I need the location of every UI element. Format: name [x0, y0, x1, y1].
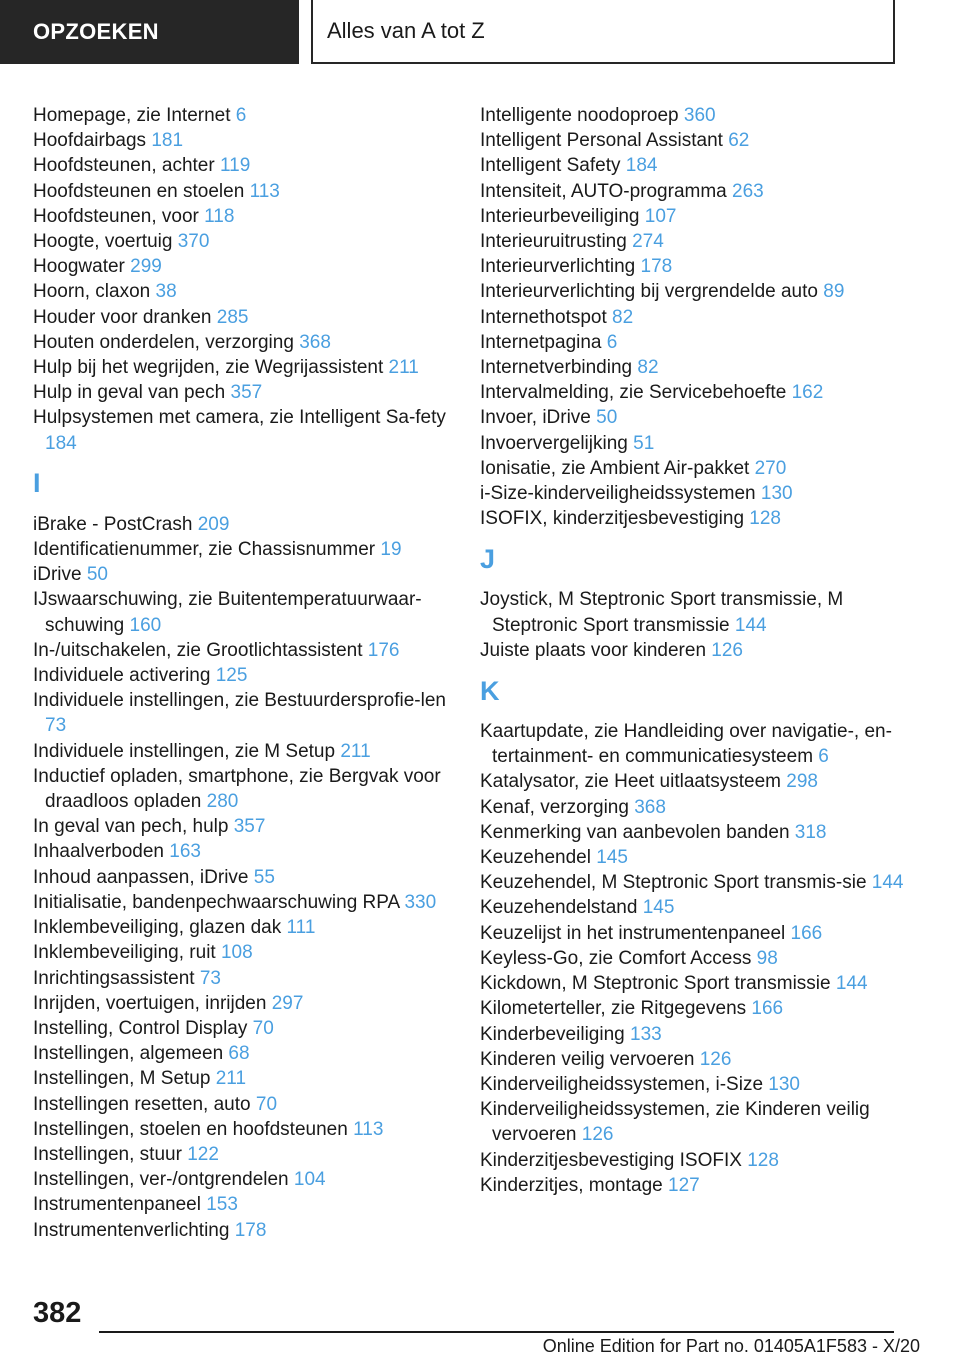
index-page-link[interactable]: 89: [823, 281, 845, 303]
index-page-link[interactable]: 108: [220, 942, 253, 964]
index-page-link[interactable]: 6: [606, 331, 618, 353]
index-entry-text: In geval van pech, hulp: [33, 816, 229, 838]
index-page-link[interactable]: 62: [728, 130, 750, 152]
index-entry: [33, 865, 453, 890]
index-page-link[interactable]: 211: [388, 357, 419, 379]
index-page-link[interactable]: 298: [786, 771, 818, 793]
index-entry: [33, 1092, 453, 1117]
index-page-link[interactable]: 160: [129, 614, 162, 636]
index-entry-text: Instellingen, ver-/ontgrendelen: [33, 1169, 289, 1191]
index-entry-text: Kickdown, M Steptronic Sport transmissie: [480, 973, 831, 995]
index-column-right: [480, 103, 920, 1198]
index-page-link[interactable]: 82: [612, 306, 634, 328]
index-entry-text: Initialisatie, bandenpechwaarschuwing RPA: [33, 891, 400, 913]
index-entry: [33, 1016, 453, 1041]
index-entry-text: In-/uitschakelen, zie Grootlichtassistent: [33, 639, 363, 661]
index-entry-text: Keyless-Go, zie Comfort Access: [480, 947, 752, 969]
index-entry: [33, 739, 453, 764]
footer-divider: [99, 1331, 894, 1333]
section-header: [0, 0, 299, 64]
index-entry: [480, 431, 920, 456]
index-entry-text: Keuzehendel: [480, 847, 591, 869]
chapter-header: [311, 0, 895, 64]
index-entry-text: Interieurbeveiliging: [480, 205, 640, 227]
index-entry-text: Inhaalverboden: [33, 841, 164, 863]
index-page-link[interactable]: 211: [215, 1068, 247, 1090]
index-page-link[interactable]: 51: [633, 432, 655, 454]
index-entry-text: Juiste plaats voor kinderen: [480, 639, 707, 661]
index-page-link[interactable]: 98: [756, 947, 778, 969]
index-entry: [33, 405, 453, 455]
index-entry-text: i-Size-kinderveiligheidssystemen: [480, 483, 756, 505]
index-entry-text: Interieurverlichting: [480, 256, 636, 278]
index-page-link[interactable]: 178: [234, 1219, 267, 1241]
index-entry-text: iBrake - PostCrash: [33, 513, 193, 535]
index-page-link[interactable]: 357: [230, 382, 263, 404]
index-entry: [33, 890, 453, 915]
index-entry: [33, 1117, 453, 1142]
index-entry-text: Hoofdsteunen, achter: [33, 155, 215, 177]
index-page-link[interactable]: 263: [732, 180, 764, 202]
index-page-link[interactable]: 144: [871, 872, 904, 894]
index-entry: [33, 814, 453, 839]
index-entry: [480, 996, 920, 1021]
index-page-link[interactable]: 285: [216, 306, 249, 328]
index-page-link[interactable]: 178: [640, 256, 673, 278]
index-entry-text: Individuele instellingen, zie Bestuurdersprofie-len: [33, 690, 446, 712]
index-entry-text: Inklembeveiliging, glazen dak: [33, 917, 282, 939]
index-entry: [480, 1072, 920, 1097]
index-entry: [480, 179, 920, 204]
index-entry: [33, 1167, 453, 1192]
index-entry-text: Internethotspot: [480, 306, 607, 328]
index-entry: [33, 254, 453, 279]
index-entry: [480, 1148, 920, 1173]
index-page-link[interactable]: 73: [199, 967, 221, 989]
index-page-link[interactable]: 126: [711, 639, 743, 661]
index-entry: [33, 940, 453, 965]
index-page-link[interactable]: 166: [751, 998, 784, 1020]
index-page-link[interactable]: 111: [286, 917, 316, 939]
index-page-link[interactable]: 107: [644, 205, 677, 227]
index-entry-text: Kinderveiligheidssystemen, i-Size: [480, 1073, 764, 1095]
index-entry: [33, 839, 453, 864]
index-entry: [33, 663, 453, 688]
index-entry-text: Instellingen, stuur: [33, 1143, 182, 1165]
index-entry: [480, 153, 920, 178]
index-page-link[interactable]: 370: [177, 231, 210, 253]
index-entry: [33, 279, 453, 304]
index-letter-heading: J: [480, 543, 496, 574]
index-entry: [480, 254, 920, 279]
page-number: 382: [33, 1297, 82, 1329]
index-entry: [480, 405, 920, 430]
index-page-link[interactable]: 176: [367, 639, 400, 661]
index-entry-text: Inhoud aanpassen, iDrive: [33, 866, 249, 888]
index-entry-text: IJswaarschuwing, zie Buitentemperatuurwaar-schuwing: [33, 589, 422, 636]
index-entry-text: Joystick, M Steptronic Sport transmissie, M Steptronic Sport transmissie: [480, 589, 844, 636]
index-entry-text: Interieuruitrusting: [480, 231, 627, 253]
index-page-link[interactable]: 126: [699, 1048, 732, 1070]
index-entry-text: Individuele activering: [33, 665, 211, 687]
index-page-link[interactable]: 70: [252, 1017, 274, 1039]
index-page-link[interactable]: 299: [130, 256, 162, 278]
index-entry-text: Keuzehendelstand: [480, 897, 638, 919]
index-entry-text: Intelligente noodoproep: [480, 105, 679, 126]
index-entry-text: Homepage, zie Internet: [33, 105, 231, 126]
index-entry-text: Kilometerteller, zie Ritgegevens: [480, 998, 747, 1020]
index-page-link[interactable]: 166: [790, 922, 823, 944]
index-page-link[interactable]: 163: [169, 841, 201, 863]
index-entry: [480, 971, 920, 996]
chapter-title: Alles van A tot Z: [327, 18, 485, 43]
index-page-link[interactable]: 127: [668, 1174, 700, 1196]
index-entry: [33, 103, 453, 128]
index-page-link[interactable]: 270: [754, 457, 787, 479]
index-entry-text: Instrumentenverlichting: [33, 1219, 230, 1241]
index-entry: [33, 587, 453, 637]
index-page-link[interactable]: 145: [642, 897, 675, 919]
index-entry-text: Instelling, Control Display: [33, 1017, 248, 1039]
index-page-link[interactable]: 122: [187, 1143, 219, 1165]
index-entry: [33, 1192, 453, 1217]
index-page-link[interactable]: 297: [271, 992, 304, 1014]
index-entry-text: Internetverbinding: [480, 357, 633, 379]
index-entry-text: Kinderzitjes, montage: [480, 1174, 663, 1196]
index-entry-text: Keuzehendel, M Steptronic Sport transmis-sie: [480, 872, 867, 894]
index-entry: [33, 204, 453, 229]
index-entry-text: iDrive: [33, 564, 82, 586]
index-entry-text: Hoofdairbags: [33, 130, 147, 152]
index-letter-heading: I: [33, 468, 41, 499]
index-entry: [33, 915, 453, 940]
index-entry: [480, 845, 920, 870]
index-entry-text: Houten onderdelen, verzorging: [33, 331, 294, 353]
index-page-link[interactable]: 125: [215, 665, 248, 687]
index-entry: [480, 380, 920, 405]
section-title: OPZOEKEN: [33, 19, 159, 44]
index-entry: [480, 1047, 920, 1072]
index-entry-text: Identificatienummer, zie Chassisnummer: [33, 539, 376, 561]
index-page-link[interactable]: 144: [835, 973, 868, 995]
index-entry: [33, 1041, 453, 1066]
index-entry: [480, 870, 920, 895]
index-entry: [33, 1066, 453, 1091]
index-page-link[interactable]: 145: [596, 847, 628, 869]
index-entry: [480, 1173, 920, 1198]
index-entry-text: Hoofdsteunen en stoelen: [33, 180, 245, 202]
index-page-link[interactable]: 184: [45, 432, 77, 454]
index-entry-text: Intensiteit, AUTO-programma: [480, 180, 727, 202]
index-entry: [480, 795, 920, 820]
index-entry: [33, 512, 453, 537]
index-page-link[interactable]: 6: [818, 746, 829, 768]
index-letter-heading: K: [480, 675, 500, 706]
index-entry-text: Interieurverlichting bij vergrendelde auto: [480, 281, 818, 303]
index-entry-text: Instellingen, M Setup: [33, 1068, 211, 1090]
index-page-link[interactable]: 360: [683, 105, 716, 126]
index-page-link[interactable]: 50: [596, 407, 618, 429]
index-entry-text: Hoofdsteunen, voor: [33, 205, 199, 227]
index-page-link[interactable]: 211: [340, 740, 371, 762]
index-entry: [33, 305, 453, 330]
footer-text: Online Edition for Part no. 01405A1F583 - X/20: [542, 1336, 920, 1356]
index-entry-text: ISOFIX, kinderzitjesbevestiging: [480, 508, 745, 530]
index-entry-text: Kinderzitjesbevestiging ISOFIX: [480, 1149, 742, 1171]
index-entry: [33, 153, 453, 178]
index-page-link[interactable]: 55: [253, 866, 275, 888]
index-page-link[interactable]: 184: [625, 155, 658, 177]
index-entry: [480, 279, 920, 304]
index-page-link[interactable]: 128: [749, 508, 781, 530]
index-entry: [480, 128, 920, 153]
index-entry-text: Kinderbeveiliging: [480, 1023, 625, 1045]
index-entry: [480, 820, 920, 845]
index-entry: [480, 638, 920, 663]
index-entry: [480, 769, 920, 794]
index-page-link[interactable]: 181: [151, 130, 184, 152]
index-page-link[interactable]: 357: [233, 816, 266, 838]
index-page-link[interactable]: 70: [255, 1093, 278, 1115]
index-entry-text: Intervalmelding, zie Servicebehoefte: [480, 382, 787, 404]
index-entry: [33, 562, 453, 587]
index-entry: [480, 229, 920, 254]
index-entry: [480, 921, 920, 946]
index-entry: [480, 355, 920, 380]
index-page-link[interactable]: 38: [155, 281, 177, 303]
index-entry: [33, 1218, 453, 1243]
index-entry-text: Invoervergelijking: [480, 432, 628, 454]
index-page-link[interactable]: 130: [768, 1073, 800, 1095]
index-entry-text: Keuzelijst in het instrumentenpaneel: [480, 922, 786, 944]
index-entry: [480, 895, 920, 920]
index-entry-text: Inrijden, voertuigen, inrijden: [33, 992, 267, 1014]
index-entry-text: Kinderen veilig vervoeren: [480, 1048, 695, 1070]
index-entry: [480, 506, 920, 531]
index-entry: [480, 1097, 920, 1147]
index-entry-text: Inductief opladen, smartphone, zie Bergvak voor draadloos opladen: [33, 765, 441, 813]
index-entry-text: Inrichtingsassistent: [33, 967, 195, 989]
index-entry-text: Kenaf, verzorging: [480, 796, 629, 818]
index-page-link[interactable]: 113: [249, 180, 280, 202]
index-entry: [480, 481, 920, 506]
index-page-link[interactable]: 209: [197, 513, 230, 535]
index-page-link[interactable]: 368: [299, 331, 331, 353]
index-entry: [480, 719, 920, 769]
index-page-link[interactable]: 274: [632, 231, 664, 253]
index-page-link[interactable]: 119: [219, 155, 251, 177]
index-entry-text: Instellingen, algemeen: [33, 1043, 224, 1065]
index-entry: [33, 991, 453, 1016]
index-column-left: [33, 103, 453, 1243]
index-page-link[interactable]: 133: [630, 1023, 662, 1045]
index-entry-text: Invoer, iDrive: [480, 407, 591, 429]
index-page-link[interactable]: 82: [637, 357, 659, 379]
index-page-link[interactable]: 144: [734, 614, 767, 636]
index-entry-text: Kinderveiligheidssystemen, zie Kinderen veilig vervoeren: [480, 1099, 870, 1146]
index-entry-text: Hoorn, claxon: [33, 281, 151, 303]
index-entry-text: Kenmerking van aanbevolen banden: [480, 821, 790, 843]
index-entry-text: Hoogwater: [33, 256, 125, 278]
index-entry-text: Hulp in geval van pech: [33, 382, 226, 404]
index-entry: [33, 128, 453, 153]
index-entry: [480, 1022, 920, 1047]
index-entry-text: Individuele instellingen, zie M Setup: [33, 740, 336, 762]
index-page-link[interactable]: 104: [293, 1169, 326, 1191]
index-page-link[interactable]: 126: [581, 1124, 614, 1146]
index-page-link[interactable]: 128: [747, 1149, 779, 1171]
index-entry: [33, 229, 453, 254]
index-entry: [480, 103, 920, 128]
index-entry: [480, 946, 920, 971]
index-entry: [33, 688, 453, 738]
index-entry-text: Ionisatie, zie Ambient Air-pakket: [480, 457, 750, 479]
index-page-link[interactable]: 153: [206, 1194, 238, 1216]
index-entry-text: Houder voor dranken: [33, 306, 212, 328]
index-entry-text: Inklembeveiliging, ruit: [33, 942, 216, 964]
index-entry: [33, 1142, 453, 1167]
index-entry-text: Internetpagina: [480, 331, 602, 353]
index-page-link[interactable]: 318: [794, 821, 827, 843]
index-page-link[interactable]: 130: [760, 483, 793, 505]
index-entry-text: Instrumentenpaneel: [33, 1194, 201, 1216]
index-page-link[interactable]: 162: [791, 382, 824, 404]
index-entry-text: Hulp bij het wegrijden, zie Wegrijassistent: [33, 357, 384, 379]
index-entry: [480, 330, 920, 355]
index-entry-text: Kaartupdate, zie Handleiding over navigatie-, en-tertainment- en communicatiesysteem: [480, 721, 892, 768]
index-entry: [33, 330, 453, 355]
index-entry: [480, 204, 920, 229]
index-entry-text: Instellingen, stoelen en hoofdsteunen: [33, 1118, 348, 1140]
index-entry: [33, 179, 453, 204]
index-entry: [33, 380, 453, 405]
index-entry-text: Instellingen resetten, auto: [33, 1093, 251, 1115]
index-entry: [33, 966, 453, 991]
index-entry: [33, 638, 453, 663]
index-entry: [480, 305, 920, 330]
index-entry: [480, 587, 920, 637]
index-page-link[interactable]: 118: [204, 205, 235, 227]
index-page-link[interactable]: 280: [206, 791, 239, 813]
index-page-link[interactable]: 6: [235, 105, 247, 126]
index-page-link[interactable]: 368: [634, 796, 666, 818]
index-page-link[interactable]: 50: [86, 564, 108, 586]
index-page-link[interactable]: 68: [228, 1043, 250, 1065]
index-entry: [480, 456, 920, 481]
index-page-link[interactable]: 73: [45, 715, 67, 737]
index-page-link[interactable]: 19: [380, 539, 402, 561]
index-entry-text: Hoogte, voertuig: [33, 231, 173, 253]
index-entry-text: Intelligent Safety: [480, 155, 621, 177]
index-entry: [33, 355, 453, 380]
index-page-link[interactable]: 113: [353, 1118, 384, 1140]
index-entry-text: Hulpsystemen met camera, zie Intelligent Sa-fety: [33, 407, 446, 429]
index-entry: [33, 537, 453, 562]
index-page-link[interactable]: 330: [404, 891, 437, 913]
index-entry: [33, 764, 453, 814]
index-entry-text: Katalysator, zie Heet uitlaatsysteem: [480, 771, 781, 793]
index-entry-text: Intelligent Personal Assistant: [480, 130, 723, 152]
